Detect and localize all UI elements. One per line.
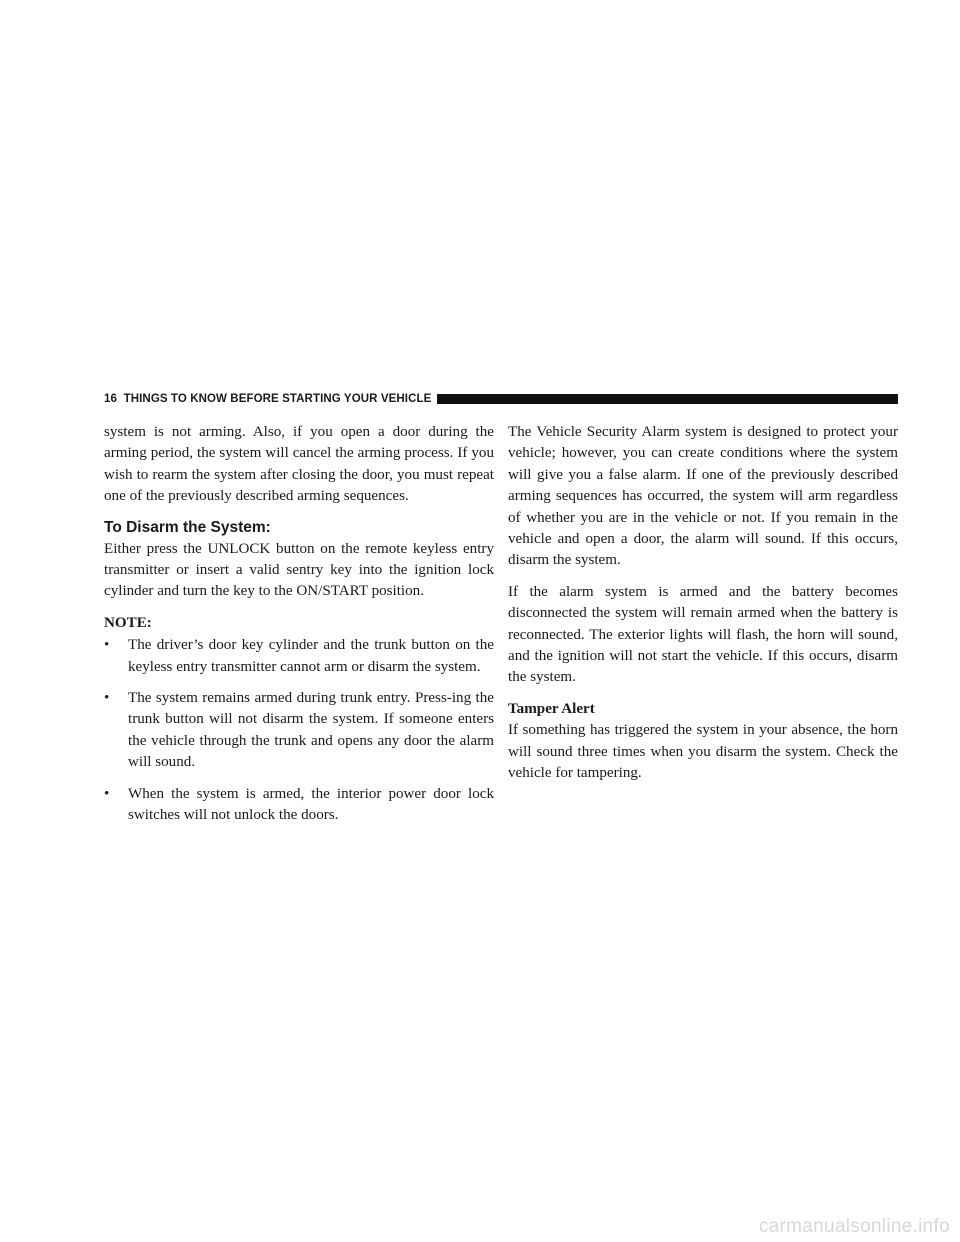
header-text <box>104 393 437 405</box>
site-watermark: carmanualsonline.info <box>758 1216 950 1237</box>
bullet-icon: • <box>104 637 110 654</box>
header-rule <box>437 394 898 404</box>
disarm-heading: To Disarm the System: <box>104 518 271 536</box>
false-alarm-paragraph: The Vehicle Security Alarm system is designed to protect your vehicle; however, you can create conditions where the system will give you a false alarm. If one of the previously described arming sequences has occurred, the system will arm regardless of whether you are in the vehicle or not. If you remain in the vehicle and open a door, the alarm will sound. If this occurs, disarm the system. <box>508 424 898 569</box>
disarm-paragraph: Either press the UNLOCK button on the remote keyless entry transmitter or insert a valid sentry key into the ignition lock cylinder and turn the key to the ON/START position. <box>104 540 494 600</box>
list-item <box>104 688 494 774</box>
right-column <box>508 422 898 795</box>
list-item <box>104 635 494 678</box>
tamper-alert-paragraph: If something has triggered the system in your absence, the horn will sound three times when you disarm the system. Check the vehicle for tampering. <box>508 722 898 782</box>
left-column <box>104 422 494 837</box>
bullet-icon: • <box>104 690 110 707</box>
page-header <box>104 389 898 409</box>
tamper-alert-heading: Tamper Alert <box>508 700 595 717</box>
note-label: NOTE: <box>104 614 152 631</box>
section-title: THINGS TO KNOW BEFORE STARTING YOUR VEHICLE <box>123 393 432 405</box>
list-item <box>104 784 494 827</box>
bullet-text: When the system is armed, the interior power door lock switches will not unlock the doors. <box>128 785 494 824</box>
bullet-icon: • <box>104 785 110 802</box>
battery-paragraph: If the alarm system is armed and the battery becomes disconnected the system will remain armed when the battery is reconnected. The exterior lights will flash, the horn will sound, and the ignition will not start the vehicle. If this occurs, disarm the system. <box>508 583 898 686</box>
page-number: 16 <box>104 393 117 405</box>
note-bullet-list <box>104 635 494 826</box>
bullet-text: The system remains armed during trunk entry. Press-ing the trunk button will not disarm the system. If someone enters the vehicle through the trunk and opens any door the alarm will sound. <box>128 690 494 771</box>
bullet-text: The driver’s door key cylinder and the trunk button on the keyless entry transmitter cannot arm or disarm the system. <box>128 637 494 675</box>
intro-paragraph: system is not arming. Also, if you open a door during the arming period, the system will cancel the arming process. If you wish to rearm the system after closing the door, you must repeat one of the previously described arming sequences. <box>104 424 494 505</box>
